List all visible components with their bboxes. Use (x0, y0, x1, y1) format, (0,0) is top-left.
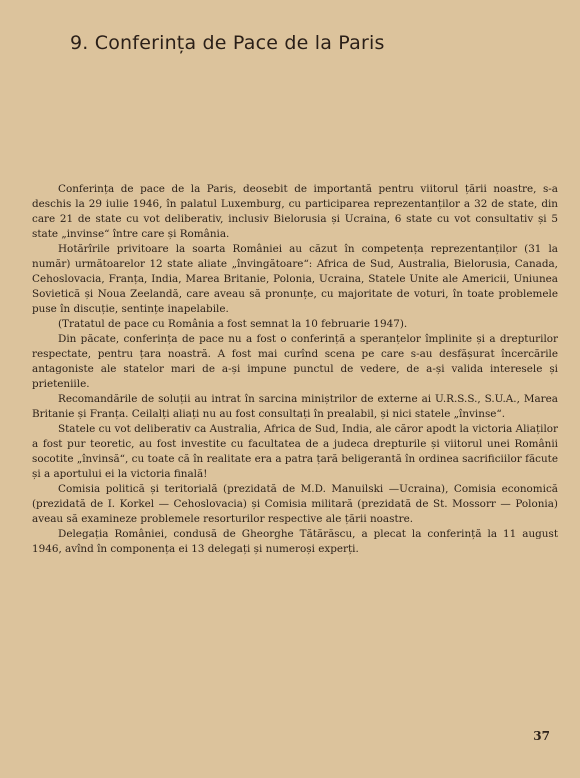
paragraph: Delegația României, condusă de Gheorghe Tătărăscu, a plecat la conferință la 11 august 1946, avînd în componența ei 13 delegați și numeroși experți. (32, 528, 558, 555)
paragraph: Din păcate, conferința de pace nu a fost o conferință a speranțelor împlinite și a drepturilor respectate, pentru țara noastră. A fost mai curînd scena pe care s-au desfășurat încercările antagoniste ale statelor mari de a-și impune punctul de vedere, de a-și valida interesele și prieteniile. (32, 333, 558, 390)
page-number: 37 (533, 729, 550, 743)
paragraph: (Tratatul de pace cu România a fost semnat la 10 februarie 1947). (58, 318, 408, 330)
paragraph: Conferința de pace de la Paris, deosebit de importantă pentru viitorul țării noastre, s-a deschis la 29 iulie 1946, în palatul Luxemburg, cu participarea reprezentanților a 32 de state, din care 21 de state cu vot deliberativ, inclusiv Bielorusia și Ucraina, 6 state cu vot consultativ și 5 state „invinse“ între care și România. (32, 183, 558, 240)
paragraph: Statele cu vot deliberativ ca Australia, Africa de Sud, India, ale căror apodt la victoria Aliaților a fost pur teoretic, au fost investite cu facultatea de a judeca drepturile și viitorul unei Românii socotite „învinsă“, cu toate că în realitate era a patra țară beligerantă în ordinea sacrificiilor făcute și a aportului ei la victoria finală! (32, 423, 558, 480)
paragraph: Hotărîrile privitoare la soarta României au căzut în competența reprezentanților (31 la număr) următoarelor 12 state aliate „învingătoare“: Africa de Sud, Australia, Bielorusia, Canada, Cehoslovacia, Franța, India, Marea Britanie, Polonia, Ucraina, Statele Unite ale Americii, Uniunea Sovietică și Noua Zeelandă, care aveau să pronunțe, cu majoritate de voturi, în toate problemele puse în discuție, sentințe inapelabile. (32, 243, 558, 315)
chapter-title: 9. Conferința de Pace de la Paris (70, 32, 385, 54)
paragraph: Recomandările de soluții au intrat în sarcina miniștrilor de externe ai U.R.S.S., S.U.A., Marea Britanie și Franța. Ceilalți aliați nu au fost consultați în prealabil, și nici statele „învinse“. (32, 393, 558, 420)
paragraph: Comisia politică și teritorială (prezidată de M.D. Manuilski —Ucraina), Comisia economică (prezidată de I. Korkel — Cehoslovacia) și Comisia militară (prezidată de St. Mossorr — Polonia) aveau să examineze problemele resorturilor respective ale țării noastre. (32, 483, 558, 525)
body-text (32, 182, 558, 557)
